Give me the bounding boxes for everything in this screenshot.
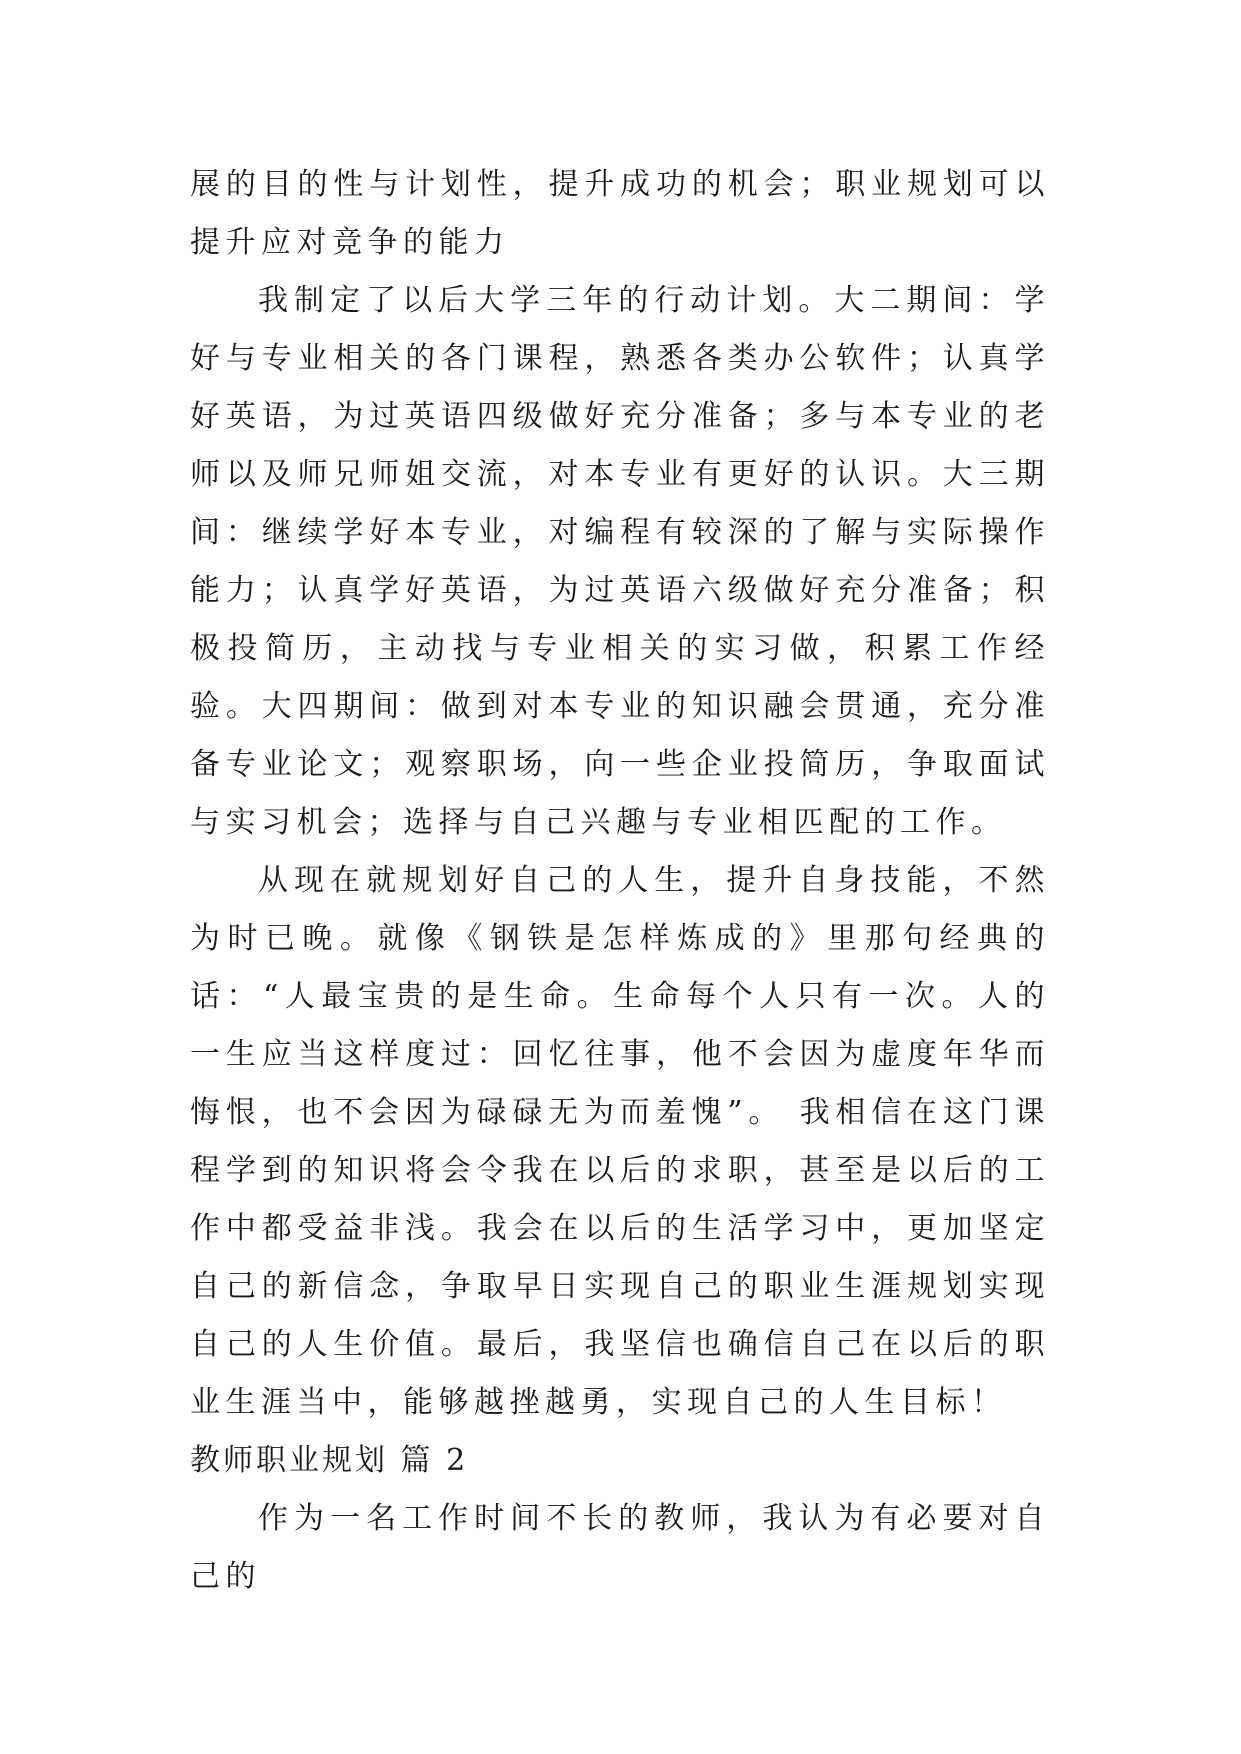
document-page [190, 156, 1050, 1606]
paragraph-conclusion: 从现在就规划好自己的人生，提升自身技能，不然为时已晚。就像《钢铁是怎样炼成的》里那句经典的话：“人最宝贵的是生命。生命每个人只有一次。人的一生应当这样度过：回忆往事，他不会因为虚度年华而悔恨，也不会因为碌碌无为而羞愧”。 我相信在这门课程学到的知识将会令我在以后的求职，甚至是以后的工作中都受益非浅。我会在以后的生活学习中，更加坚定自己的新信念，争取早日实现自己的职业生涯规划实现自己的人生价值。最后，我坚信也确信自己在以后的职业生涯当中，能够越挫越勇，实现自己的人生目标！ [190, 863, 1050, 1420]
paragraph-next-section: 作为一名工作时间不长的教师，我认为有必要对自己的 [190, 1501, 1050, 1594]
section-heading: 教师职业规划 篇 2 [190, 1443, 469, 1478]
paragraph-continued: 展的目的性与计划性，提升成功的机会；职业规划可以提升应对竞争的能力 [190, 167, 1050, 260]
paragraph-action-plan: 我制定了以后大学三年的行动计划。大二期间：学好与专业相关的各门课程，熟悉各类办公软件；认真学好英语，为过英语四级做好充分准备；多与本专业的老师以及师兄师姐交流，对本专业有更好的认识。大三期间：继续学好本专业，对编程有较深的了解与实际操作能力；认真学好英语，为过英语六级做好充分准备；积极投简历，主动找与专业相关的实习做，积累工作经验。大四期间：做到对本专业的知识融会贯通，充分准备专业论文；观察职场，向一些企业投简历，争取面试与实习机会；选择与自己兴趣与专业相匹配的工作。 [190, 283, 1050, 840]
